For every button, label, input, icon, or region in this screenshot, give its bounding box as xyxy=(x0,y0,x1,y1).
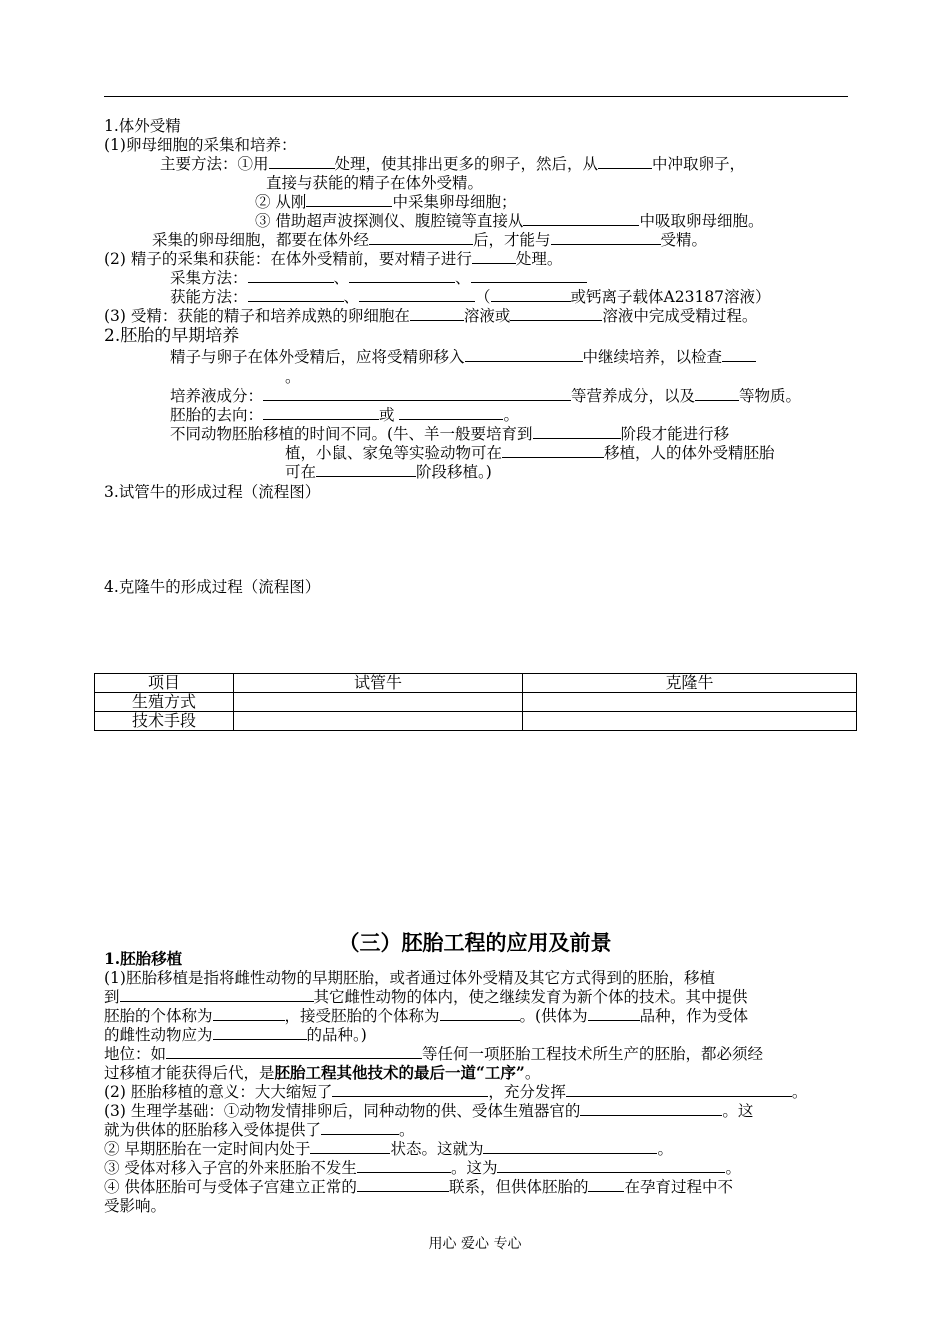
table-cell[interactable] xyxy=(234,712,523,731)
table-header: 项目 xyxy=(95,674,234,693)
header-rule xyxy=(104,96,848,97)
blank-field[interactable] xyxy=(248,269,334,283)
table-row-label: 技术手段 xyxy=(95,712,234,731)
blank-field[interactable] xyxy=(332,1083,488,1097)
blank-field[interactable] xyxy=(269,155,335,169)
et-line-3: 胚胎的个体称为 ，接受胚胎的个体称为 。(供体为 品种，作为受体 xyxy=(104,1007,749,1025)
collect-line: 采集的卵母细胞，都要在体外经 后，才能与 受精。 xyxy=(152,231,708,249)
blank-field[interactable] xyxy=(399,406,503,420)
blank-field[interactable] xyxy=(357,1159,451,1173)
blank-field[interactable] xyxy=(580,1102,722,1116)
blank-field[interactable] xyxy=(440,1007,520,1021)
physiology-line-2: 就为供体的胚胎移入受体提供了 。 xyxy=(104,1121,415,1139)
blank-field[interactable] xyxy=(598,155,652,169)
et-line-4: 的雌性动物应为 的品种。) xyxy=(104,1026,367,1044)
table-row xyxy=(95,693,857,712)
blank-field[interactable] xyxy=(465,348,583,362)
part-3-heading: （三）胚胎工程的应用及前景 xyxy=(338,930,612,955)
fertilization-line: (3) 受精：获能的精子和培养成熟的卵细胞在 溶液或 溶液中完成受精过程。 xyxy=(104,307,758,325)
method-line-3: ③ 借助超声波探测仪、腹腔镜等直接从 中吸取卵母细胞。 xyxy=(255,212,764,230)
blank-field[interactable] xyxy=(497,1159,725,1173)
blank-field[interactable] xyxy=(213,1007,285,1021)
blank-field[interactable] xyxy=(523,212,639,226)
table-cell[interactable] xyxy=(234,693,523,712)
blank-field[interactable] xyxy=(166,1045,422,1059)
culture-line-1-end: 。 xyxy=(285,368,301,386)
physiology-line-3: ② 早期胚胎在一定时间内处于 状态。这就为 。 xyxy=(104,1140,673,1158)
blank-field[interactable] xyxy=(310,1140,390,1154)
blank-field[interactable] xyxy=(533,425,621,439)
table-header: 克隆牛 xyxy=(523,674,857,693)
blank-field[interactable] xyxy=(722,348,756,362)
section-4-title: 4.克隆牛的形成过程（流程图） xyxy=(104,578,321,596)
physiology-line-1: (3) 生理学基础：①动物发情排卵后，同种动物的供、受体生殖器官的 。这 xyxy=(104,1102,754,1120)
timing-line-1: 不同动物胚胎移植的时间不同。(牛、羊一般要培育到 阶段才能进行移 xyxy=(170,425,730,443)
table-row-label: 生殖方式 xyxy=(95,693,234,712)
blank-field[interactable] xyxy=(502,444,604,458)
blank-field[interactable] xyxy=(483,1140,657,1154)
blank-field[interactable] xyxy=(213,1026,307,1040)
method-line-1: 主要方法：①用 处理，使其排出更多的卵子，然后，从 中冲取卵子， xyxy=(160,155,746,173)
blank-field[interactable] xyxy=(566,1083,792,1097)
sperm-heading: (2) 精子的采集和获能：在体外受精前，要对精子进行 处理。 xyxy=(104,250,563,268)
blank-field[interactable] xyxy=(472,250,516,264)
blank-field[interactable] xyxy=(471,269,587,283)
blank-field[interactable] xyxy=(306,193,392,207)
table-row xyxy=(95,712,857,731)
physiology-line-5: ④ 供体胚胎可与受体子宫建立正常的 联系，但供体胚胎的 在孕育过程中不 xyxy=(104,1178,733,1196)
embryo-transfer-title: 1.胚胎移植 xyxy=(104,949,183,968)
capacitation-line: 获能方法： 、 （ 或钙离子载体A23187溶液） xyxy=(170,288,771,306)
table-header-row xyxy=(95,674,857,693)
method-line-1-cont: 直接与获能的精子在体外受精。 xyxy=(266,174,484,192)
blank-field[interactable] xyxy=(491,288,571,302)
page-footer: 用心 爱心 专心 xyxy=(428,1236,522,1252)
comparison-table xyxy=(94,673,857,731)
blank-field[interactable] xyxy=(695,387,739,401)
blank-field[interactable] xyxy=(588,1178,624,1192)
physiology-line-4: ③ 受体对移入子宫的外来胚胎不发生 。这为 。 xyxy=(104,1159,741,1177)
status-line-1: 地位：如 等任何一项胚胎工程技术所生产的胚胎，都必须经 xyxy=(104,1045,764,1063)
method-line-2: ② 从刚 中采集卵母细胞； xyxy=(255,193,517,211)
timing-line-3: 可在 阶段移植。) xyxy=(285,463,492,481)
blank-field[interactable] xyxy=(369,231,473,245)
blank-field[interactable] xyxy=(316,463,416,477)
table-header: 试管牛 xyxy=(234,674,523,693)
blank-field[interactable] xyxy=(359,288,475,302)
blank-field[interactable] xyxy=(321,1121,399,1135)
section-1-title: 1.体外受精 xyxy=(104,117,181,135)
timing-line-2: 植，小鼠、家兔等实验动物可在 移植，人的体外受精胚胎 xyxy=(285,444,775,462)
blank-field[interactable] xyxy=(120,988,314,1002)
blank-field[interactable] xyxy=(551,231,661,245)
culture-line-1: 精子与卵子在体外受精后，应将受精卵移入 中继续培养，以检查 xyxy=(170,348,756,366)
blank-field[interactable] xyxy=(248,288,344,302)
table-cell[interactable] xyxy=(523,693,857,712)
blank-field[interactable] xyxy=(510,307,602,321)
destination-line: 胚胎的去向： 或 。 xyxy=(170,406,519,424)
blank-field[interactable] xyxy=(410,307,464,321)
section-2-title: 2.胚胎的早期培养 xyxy=(104,326,240,346)
et-line-1: (1)胚胎移植是指将雌性动物的早期胚胎，或者通过体外受精及其它方式得到的胚胎，移植 xyxy=(104,969,715,987)
physiology-line-6: 受影响。 xyxy=(104,1197,167,1215)
blank-field[interactable] xyxy=(588,1007,640,1021)
significance-line: (2) 胚胎移植的意义：大大缩短了 ，充分发挥 。 xyxy=(104,1083,808,1101)
blank-field[interactable] xyxy=(349,269,455,283)
blank-field[interactable] xyxy=(357,1178,449,1192)
blank-field[interactable] xyxy=(263,406,379,420)
medium-line: 培养液成分： 等营养成分，以及 等物质。 xyxy=(170,387,802,405)
oocyte-heading: (1)卵母细胞的采集和培养： xyxy=(104,136,297,154)
blank-field[interactable] xyxy=(263,387,571,401)
sperm-collect-line: 采集方法： 、 、 xyxy=(170,269,587,287)
section-3-title: 3.试管牛的形成过程（流程图） xyxy=(104,483,321,501)
table-cell[interactable] xyxy=(523,712,857,731)
et-line-2: 到 其它雌性动物的体内，使之继续发育为新个体的技术。其中提供 xyxy=(104,988,748,1006)
status-line-2: 过移植才能获得后代，是胚胎工程其他技术的最后一道“工序”。 xyxy=(104,1063,541,1082)
